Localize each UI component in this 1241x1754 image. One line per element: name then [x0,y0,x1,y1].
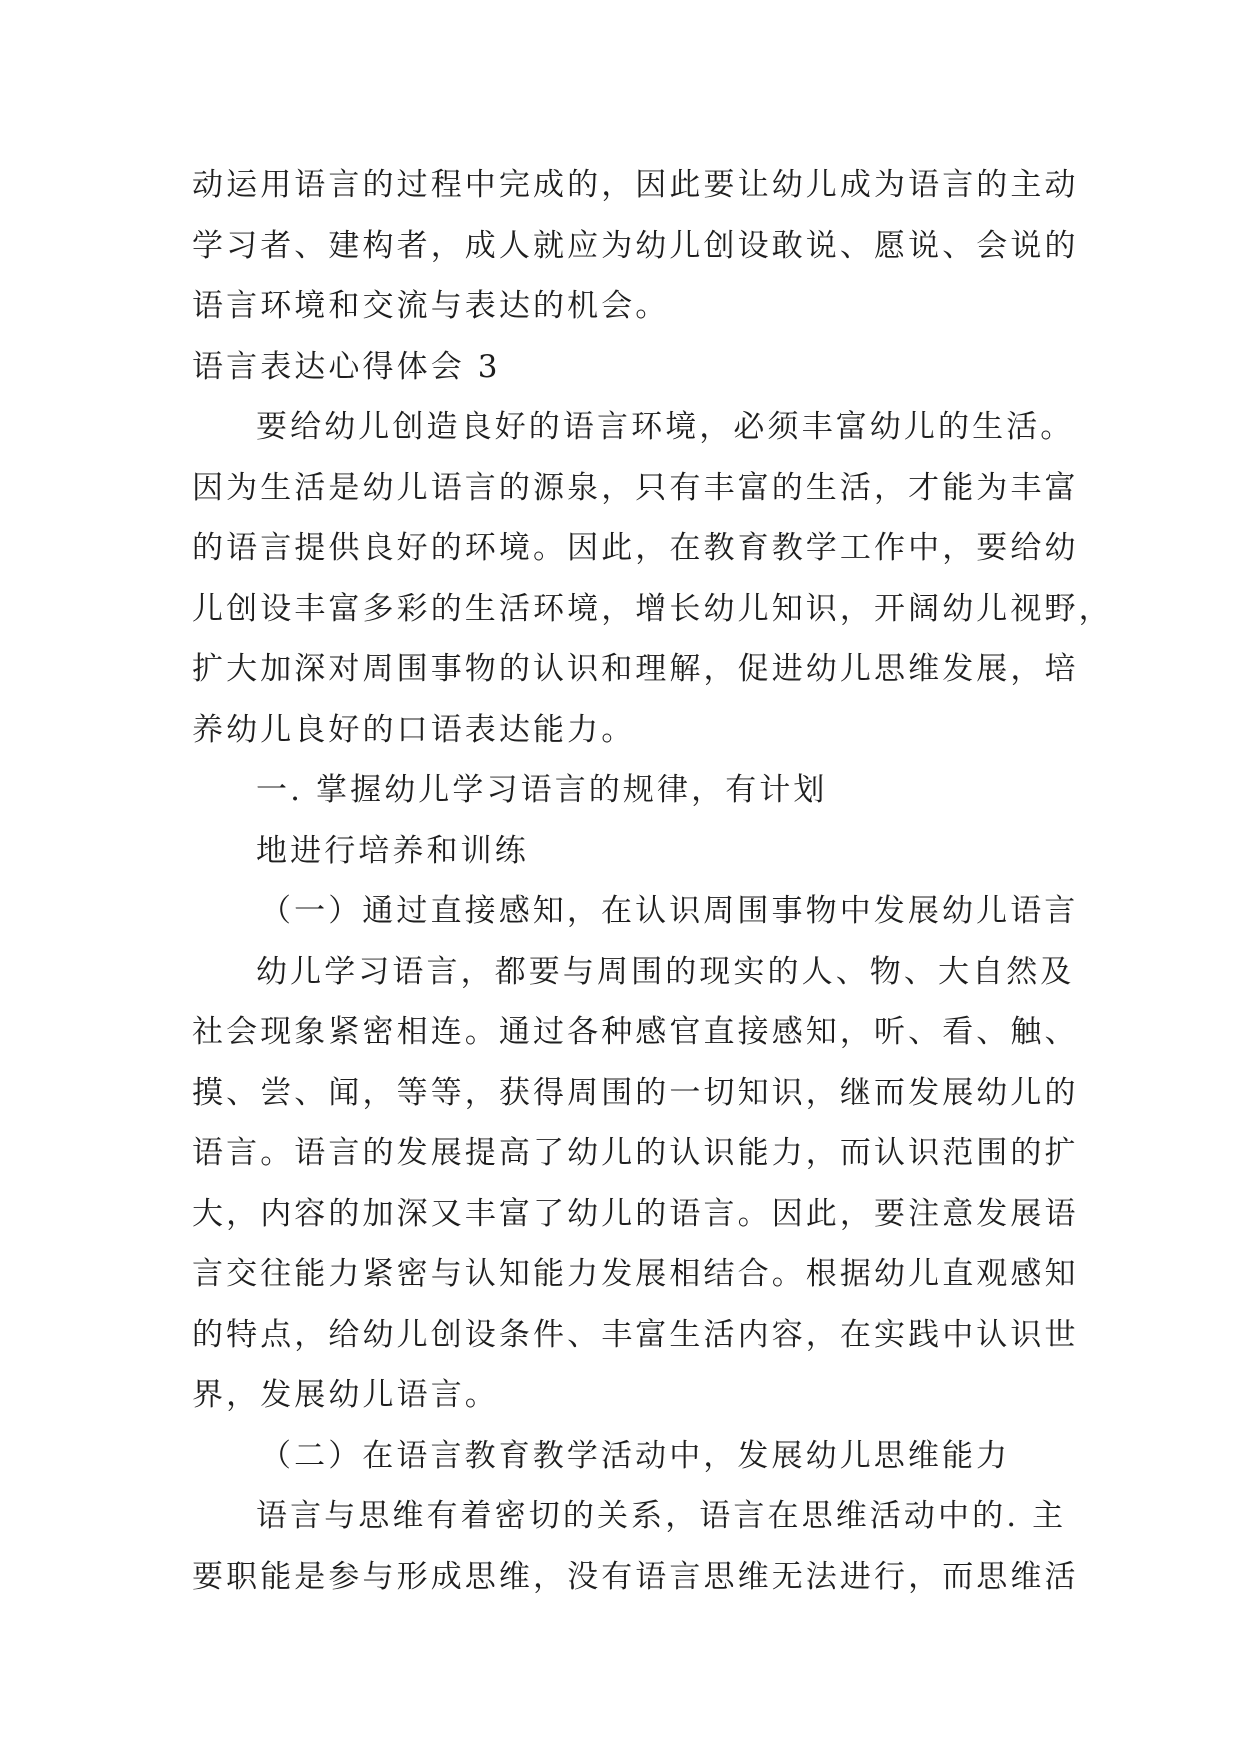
subsection-heading: （二）在语言教育教学活动中，发展幼儿思维能力 [260,1437,1011,1474]
text-line: 的语言提供良好的环境。因此，在教育教学工作中，要给幼 [192,530,1079,566]
text-line: 语言环境和交流与表达的机会。 [192,288,670,324]
text-line: 儿创设丰富多彩的生活环境，增长幼儿知识，开阔幼儿视野， [192,590,1113,627]
subsection-heading: （一）通过直接感知，在认识周围事物中发展幼儿语言 [260,893,1079,929]
text-line: 因为生活是幼儿语言的源泉，只有丰富的生活，才能为丰富 [192,469,1079,506]
text-line: 大，内容的加深又丰富了幼儿的语言。因此，要注意发展语 [192,1195,1079,1232]
subheading-line: 一. 掌握幼儿学习语言的规律，有计划 [256,772,828,808]
text-line: 界，发展幼儿语言。 [192,1377,499,1413]
body-text [192,155,1113,1607]
text-line: 养幼儿良好的口语表达能力。 [192,711,636,748]
text-line: 要职能是参与形成思维，没有语言思维无法进行，而思维活 [192,1558,1079,1595]
text-line: 动运用语言的过程中完成的，因此要让幼儿成为语言的主动 [192,167,1079,203]
text-line: 要给幼儿创造良好的语言环境，必须丰富幼儿的生活。 [256,409,1075,445]
text-line: 扩大加深对周围事物的认识和理解，促进幼儿思维发展，培 [192,651,1079,687]
text-line: 言交往能力紧密与认知能力发展相结合。根据幼儿直观感知 [192,1256,1079,1292]
text-line: 社会现象紧密相连。通过各种感官直接感知，听、看、触、 [192,1014,1079,1050]
text-line: 摸、尝、闻，等等，获得周围的一切知识，继而发展幼儿的 [192,1074,1079,1111]
text-line: 幼儿学习语言，都要与周围的现实的人、物、大自然及 [256,953,1075,990]
text-line: 的特点，给幼儿创设条件、丰富生活内容，在实践中认识世 [192,1316,1079,1353]
subheading-line: 地进行培养和训练 [256,832,529,869]
text-line: 学习者、建构者，成人就应为幼儿创设敢说、愿说、会说的 [192,227,1079,264]
text-line: 语言。语言的发展提高了幼儿的认识能力，而认识范围的扩 [192,1135,1079,1171]
section-heading: 语言表达心得体会 3 [192,348,501,385]
text-line: 语言与思维有着密切的关系，语言在思维活动中的. 主 [256,1498,1067,1534]
